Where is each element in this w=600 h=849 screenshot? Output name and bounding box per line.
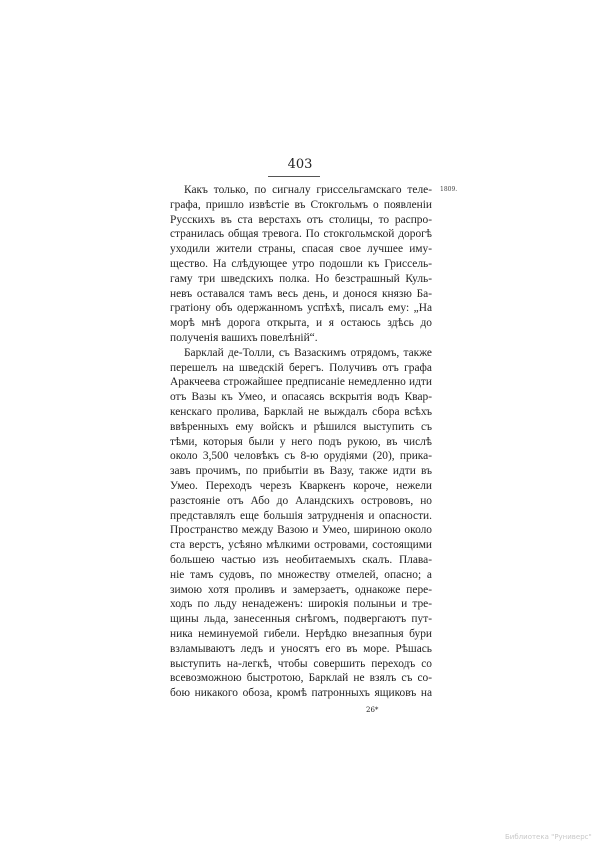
text-line: тѣми, которыя были у него подъ рукою, въ числѣ (170, 435, 432, 448)
page-number: 403 (287, 157, 313, 172)
text-line: бою никакого обоза, кромѣ патронныхъ ящиковъ на (170, 687, 432, 700)
text-line: полученія вашихъ повелѣній“. (170, 331, 318, 344)
text-line: ходъ по льду ненадеженъ: широкія полыньи и тре- (170, 598, 432, 611)
text-line: отъ Вазы къ Умео, и опасаясь вскрытія водъ Квар- (170, 391, 432, 404)
text-line: представлялъ еще большія затрудненія и опасности. (170, 509, 432, 522)
text-line: щество. На слѣдующее утро подошли къ Гриссель- (170, 257, 432, 270)
text-line: взламываютъ ледъ и уносятъ его въ море. Рѣшась (170, 642, 432, 655)
text-line: Барклай де-Толли, съ Вазаскимъ отрядомъ, также (184, 346, 432, 359)
text-line: завъ прочимъ, по прибытіи въ Вазу, также идти въ (170, 465, 432, 478)
text-line: разстояніе отъ Або до Аландскихъ острововъ, но (170, 494, 432, 507)
text-line: ста верстъ, усѣяно мѣлкими островами, состоящими (170, 539, 432, 552)
text-line: гаму три шведскихъ полка. Но безстрашный Куль- (170, 272, 432, 285)
text-line: около 3,500 человѣкъ съ 8-ю орудіями (20), прика- (170, 450, 432, 463)
text-line: Какъ только, по сигналу гриссельгамскаго теле- (184, 184, 432, 196)
text-line: большею частью изъ необитаемыхъ скалъ. Плава- (170, 553, 432, 566)
text-line: щины льда, занесенныя снѣгомъ, подвергаютъ пут- (170, 613, 432, 626)
text-line: Умео. Переходъ черезъ Кваркенъ короче, нежели (170, 479, 432, 492)
text-line: странилась общая тревога. По стокгольмской дорогѣ (170, 228, 432, 241)
library-watermark: Библиотека "Руниверс" (505, 833, 592, 841)
text-line: графа, пришло извѣстіе въ Стокгольмъ о появленіи (170, 198, 432, 211)
margin-note: 1809. (440, 186, 458, 193)
text-line: морѣ мнѣ дорога открыта, и я остаюсь здѣсь до (170, 317, 432, 330)
text-line: уходили жители страны, спасая свое лучшее иму- (170, 243, 432, 256)
signature-mark: 26* (366, 706, 379, 714)
text-line: Аракчеева строжайшее предписаніе немедленно идти (170, 376, 432, 389)
text-line: кенскаго пролива, Барклай не выждалъ сбора всѣхъ (170, 405, 432, 418)
text-line: гратіону объ одержанномъ успѣхѣ, писалъ ему: „На (170, 302, 432, 315)
page-number-rule (268, 176, 320, 177)
text-line: ввѣренныхъ ему войскъ и рѣшился выступить съ (170, 420, 432, 433)
text-line: Русскихъ въ ста верстахъ отъ столицы, то распро- (170, 213, 432, 226)
text-line: всевозможною быстротою, Барклай не взялъ съ со- (170, 672, 432, 685)
text-line: ника неминуемой гибели. Нерѣдко внезапныя бури (170, 627, 432, 640)
text-line: невъ оставался тамъ весь день, и донося князю Ба- (170, 287, 432, 300)
text-line: зимою хотя проливъ и замерзаетъ, однакоже пере- (170, 583, 432, 596)
text-line: выступить на-легкѣ, чтобы совершить переходъ со (170, 657, 432, 670)
text-line: Пространство между Вазою и Умео, шириною около (170, 524, 432, 537)
text-line: ніе тамъ судовъ, по множеству отмелей, опасно; а (170, 568, 432, 581)
text-line: перешелъ на шведскій берегъ. Получивъ отъ графа (170, 361, 432, 374)
body-text (170, 183, 432, 701)
